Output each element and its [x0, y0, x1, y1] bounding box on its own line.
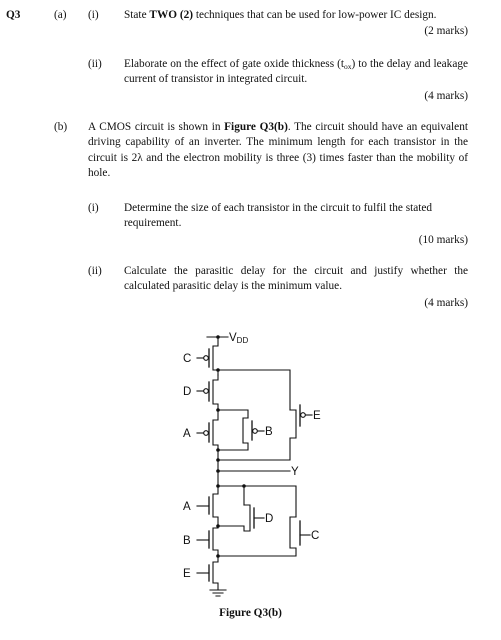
pmos-d-channel [213, 375, 218, 410]
a-i-text-after: techniques that can be used for low-power IC design. [193, 9, 437, 21]
vdd-label: VDD [229, 332, 249, 345]
pmos-e-bubble [301, 413, 306, 418]
part-a-label: (a) [54, 9, 67, 21]
junction-pd-d [242, 484, 246, 488]
nmos-b-channel [213, 526, 218, 556]
label-nmos-a: A [183, 501, 191, 513]
nmos-e-channel [213, 556, 218, 590]
label-pmos-b: B [265, 426, 273, 438]
output-dot [216, 469, 220, 473]
b-ii-label: (ii) [88, 265, 102, 277]
a-ii-label: (ii) [88, 58, 102, 70]
b-intro-after: . The circuit should have an equivalent driving capability of an inverter. The minimum length for each transistor in the circuit is 2λ and the electron mobility is three (3) times faster than the mobility of hole. [88, 121, 468, 179]
pmos-e-channel [218, 410, 296, 460]
b-i-label: (i) [88, 202, 99, 214]
figure-caption: Figure Q3(b) [219, 607, 282, 619]
a-ii-marks: (4 marks) [424, 90, 468, 102]
wire-cd-to-e [218, 370, 290, 410]
a-ii-text-sub: ox [343, 62, 352, 71]
label-pmos-c: C [183, 353, 192, 365]
b-i-text: Determine the size of each transistor in the circuit to fulfil the stated requirement. [124, 202, 433, 230]
pmos-c-bubble [204, 356, 209, 361]
label-nmos-e: E [183, 568, 191, 580]
wire-d-to-b [218, 410, 248, 418]
a-i-marks: (2 marks) [424, 25, 468, 37]
b-ii-text: Calculate the parasitic delay for the circuit and justify whether the calculated parasitic delay is the minimum value. [124, 265, 468, 293]
label-nmos-d: D [265, 513, 274, 525]
label-output-y: Y [291, 466, 299, 478]
pmos-d-bubble [204, 389, 209, 394]
b-intro-bold: Figure Q3(b) [224, 121, 288, 133]
nmos-d-channel [218, 505, 250, 531]
junction-cd [216, 368, 220, 372]
b-i-marks: (10 marks) [418, 234, 468, 246]
a-i-text-before: State [124, 9, 150, 21]
ground-symbol [210, 590, 226, 596]
nmos-c-channel [218, 517, 296, 556]
a-i-label: (i) [88, 9, 99, 21]
label-pmos-e: E [313, 410, 321, 422]
pmos-a-bubble [204, 431, 209, 436]
nmos-a-channel [213, 486, 218, 526]
pmos-b-channel [218, 418, 248, 450]
b-ii-marks: (4 marks) [424, 297, 468, 309]
junction-ab-out [216, 448, 220, 452]
a-ii-text-after: ) to the delay and leakage current of transistor in integrated circuit. [124, 58, 468, 86]
label-pmos-d: D [183, 386, 192, 398]
part-b-label: (b) [54, 121, 68, 133]
label-nmos-c: C [311, 530, 320, 542]
pull-down-top-bus [218, 486, 296, 517]
label-nmos-b: B [183, 535, 191, 547]
pmos-a-channel [213, 410, 218, 460]
a-i-text-bold: TWO (2) [149, 9, 194, 21]
pmos-b-bubble [253, 429, 258, 434]
label-pmos-a: A [183, 428, 191, 440]
question-number: Q3 [6, 9, 21, 21]
a-ii-text-before: Elaborate on the effect of gate oxide thickness (t [124, 58, 344, 70]
b-intro-before: A CMOS circuit is shown in [88, 121, 225, 133]
